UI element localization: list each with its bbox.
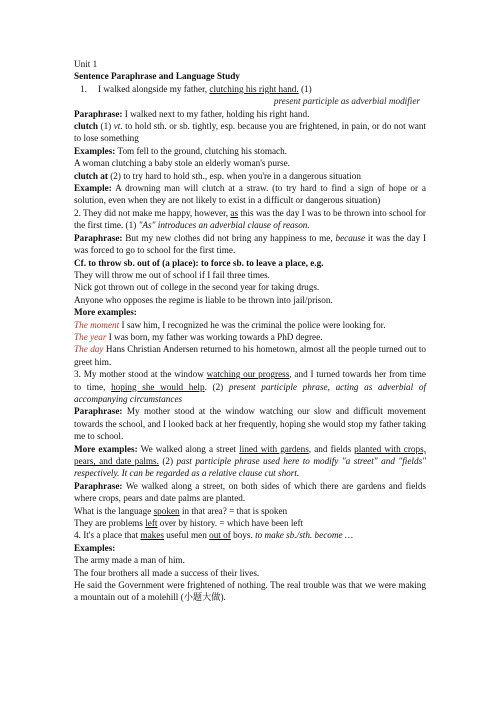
item-2-example-3: Anyone who opposes the regime is liable to be thrown into jail/prison. bbox=[74, 294, 333, 305]
item-2-more-3: The day Hans Christian Andersen returned to his hometown, almost all the people turned out to greet him. bbox=[74, 344, 426, 367]
item-2-more-2: The year I was born, my father was working towards a PhD degree. bbox=[74, 331, 323, 342]
item-1-annotation: present participle as adverbial modifier bbox=[273, 96, 420, 107]
item-3-note: present participle phrase, acting as adverbial of accompanying circumstances bbox=[74, 381, 426, 404]
item-2-example-2: Nick got thrown out of college in the second year for taking drugs. bbox=[74, 282, 320, 293]
item-2-example-1: They will throw me out of school if I fail three times. bbox=[74, 269, 270, 280]
document-page bbox=[74, 58, 426, 604]
item-3-question-2: They are problems left over by history. = which have been left bbox=[74, 518, 304, 529]
clutch-example-2: A woman clutching a baby stole an elderly woman's purse. bbox=[74, 158, 290, 169]
item-2-more-label: More examples: bbox=[74, 307, 137, 318]
item-3-question-1: What is the language spoken in that area? = that is spoken bbox=[74, 505, 288, 516]
item-2-more-1: The moment I saw him, I recognized he was the criminal the police were looking for. bbox=[74, 319, 386, 330]
item-3-paraphrase: Paraphrase: My mother stood at the window watching our slow and difficult movement towards the school, and I looked back at her frequently, hoping she would stop my father taking me to school. bbox=[74, 406, 427, 442]
item-2-paraphrase: Paraphrase: But my new clothes did not bring any happiness to me, because it was the day I was forced to go to school for the first time. bbox=[74, 232, 426, 256]
underlined-word: as bbox=[230, 207, 239, 218]
item-3-more-note: past participle phrase used here to modify "a street" and "fields" respectively. It can be regarded as a relative clause cut short. bbox=[74, 456, 426, 479]
item-4-example-3: He said the Government were frightened of nothing. The real trouble was that we were making a mountain out of a molehill (小题大做). bbox=[74, 580, 426, 603]
clutch-definition: clutch (1) vt. to hold sth. or sb. tightly, esp. because you are frightened, in pain, or do not want to lose something bbox=[74, 121, 426, 144]
underlined-phrase: clutching his right hand. bbox=[209, 83, 299, 94]
item-2-note: "As" introduces an adverbial clause of reason. bbox=[138, 220, 310, 231]
clutch-at-example: Example: A drowning man will clutch at a straw. (to try hard to find a sign of hope or a solution, even when they are not likely to exist in a difficult or dangerous situation) bbox=[74, 183, 426, 206]
section-title: Sentence Paraphrase and Language Study bbox=[74, 71, 240, 82]
item-3-sentence: 3. My mother stood at the window watching our progress, and I turned towards her from time to time, hoping she would help. (2) present participle phrase, acting as adverbial of accompanying circumstances bbox=[74, 369, 426, 404]
item-4-sentence: 4. It's a place that makes useful men out of boys. to make sb./sth. become … bbox=[74, 530, 354, 541]
clutch-at-definition: clutch at (2) to try hard to hold sth., esp. when you're in a dangerous situation bbox=[74, 170, 361, 181]
item-2-sentence: 2. They did not make me happy, however, as this was the day I was to be thrown into school for the first time. (1) "As" introduces an adverbial clause of reason. bbox=[74, 207, 426, 231]
clutch-example-1: Examples: Tom fell to the ground, clutching his stomach. bbox=[74, 145, 288, 156]
item-4-examples-label: Examples: bbox=[74, 542, 116, 553]
item-1-sentence: 1. I walked alongside my father, clutching his right hand. (1) bbox=[74, 83, 426, 95]
item-3-paraphrase-2: Paraphrase: We walked along a street, on both sides of which there are gardens and fields where crops, pears and date palms are planted. bbox=[74, 480, 426, 504]
item-3-more-examples: More examples: We walked along a street lined with gardens, and fields planted with crops, pears, and date palms. (2) past participle phrase used here to modify "a street" and "fields" respectively. It can be regarded as a relative clause cut short. bbox=[74, 443, 426, 479]
item-4-example-1: The army made a man of him. bbox=[74, 555, 185, 566]
unit-heading: Unit 1 bbox=[74, 59, 98, 69]
item-4-example-2: The four brothers all made a success of their lives. bbox=[74, 567, 260, 578]
item-1-paraphrase: Paraphrase: I walked next to my father, holding his right hand. bbox=[74, 108, 310, 119]
item-2-cf: Cf. to throw sb. out of (a place): to force sb. to leave a place, e.g. bbox=[74, 257, 324, 268]
item-1-number: 1. bbox=[80, 83, 87, 94]
item-4-note: to make sb./sth. become … bbox=[255, 530, 354, 541]
